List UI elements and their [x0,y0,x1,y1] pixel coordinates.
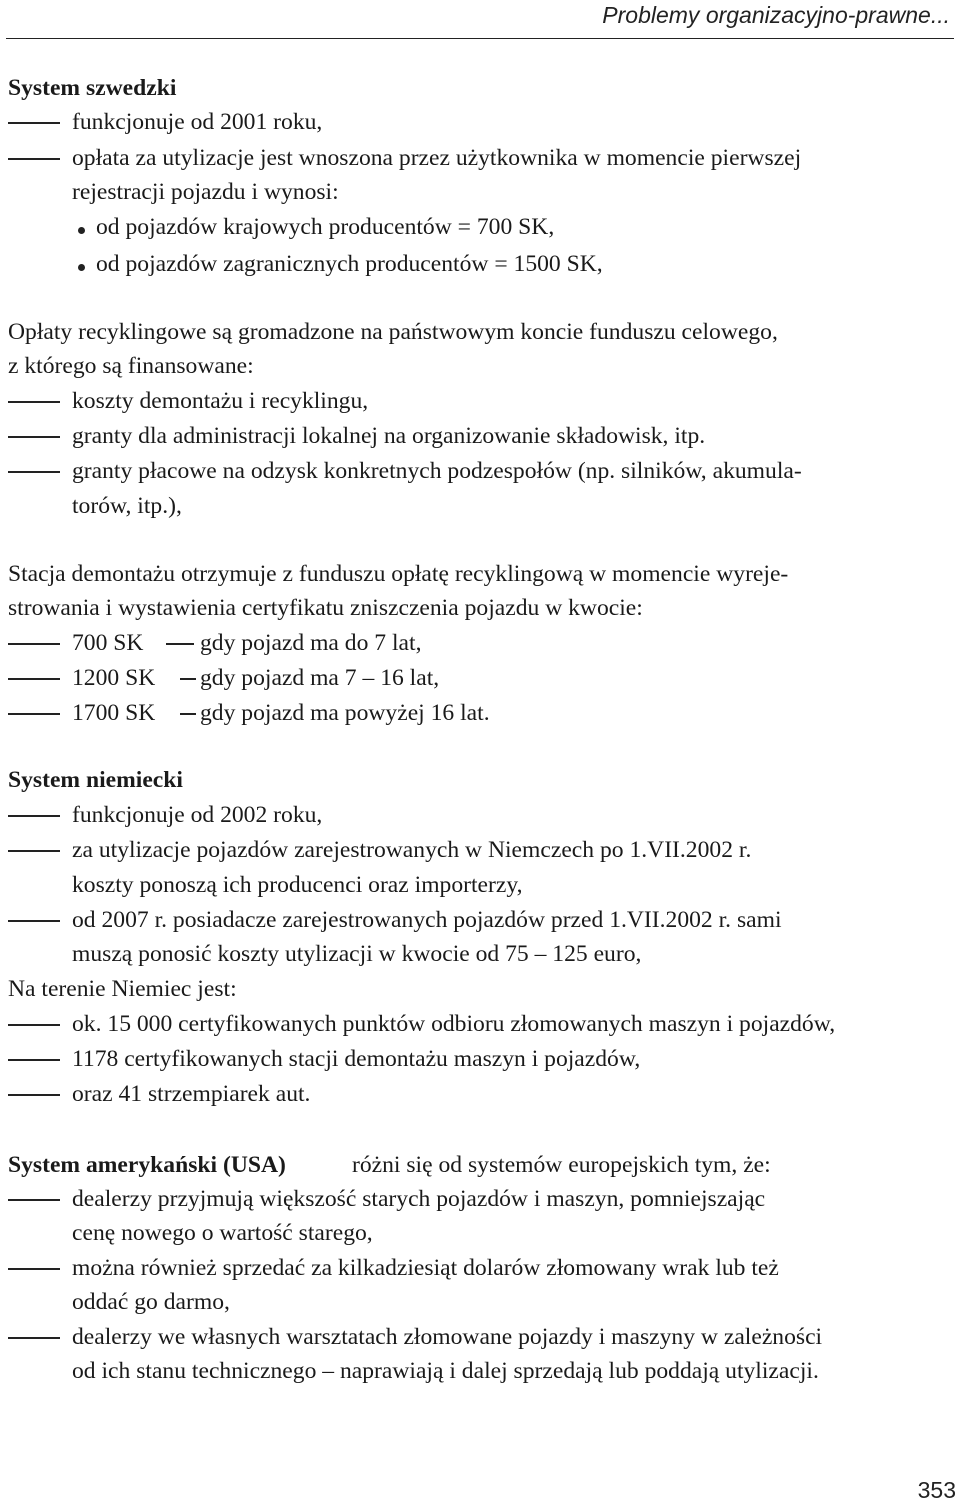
dash-marker [8,471,60,473]
dash-marker [8,678,60,680]
paragraph-line: Stacja demontażu otrzymuje z funduszu opłatę recyklingową w momencie wyreje- [8,561,789,587]
dash-marker [8,436,60,438]
section-heading-usa-line [8,1148,954,1182]
bullet-marker [78,227,85,234]
dash-marker [8,815,60,817]
fee-condition: gdy pojazd ma powyżej 16 lat. [200,700,490,726]
dash-marker [8,1094,60,1096]
page-number: 353 [917,1477,956,1503]
dash-marker [8,1337,60,1339]
dash-marker [8,1199,60,1201]
dash-marker [180,713,196,715]
dash-marker [8,1268,60,1270]
fee-amount: 1200 SK [72,665,156,691]
dash-marker [8,713,60,715]
section-heading-sweden: System szwedzki [8,75,177,101]
paragraph-line: z którego są finansowane: [8,353,254,379]
dash-marker [8,122,60,124]
bullet-marker [78,264,85,271]
dash-marker [8,1059,60,1061]
paragraph-line: strowania i wystawienia certyfikatu zniszczenia pojazdu w kwocie: [8,595,643,621]
fee-amount: 1700 SK [72,700,156,726]
section-heading-germany: System niemiecki [8,767,183,793]
section-intro: różni się od systemów europejskich tym, że: [352,1152,771,1178]
running-header [6,0,954,39]
dash-marker [8,920,60,922]
paragraph-line: Opłaty recyklingowe są gromadzone na państwowym koncie funduszu celowego, [8,319,778,345]
dash-marker [180,678,196,680]
dash-marker [8,643,60,645]
dash-marker [8,1024,60,1026]
dash-marker [166,643,194,645]
section-heading-usa: System amerykański (USA) [8,1152,286,1178]
paragraph-line: Na terenie Niemiec jest: [8,976,237,1002]
header-title: Problemy organizacyjno-prawne... [602,2,950,28]
fee-amount: 700 SK [72,630,144,656]
dash-marker [8,158,60,160]
fee-condition: gdy pojazd ma 7 – 16 lat, [200,665,440,691]
dash-marker [8,850,60,852]
fee-condition: gdy pojazd ma do 7 lat, [200,630,422,656]
dash-marker [8,401,60,403]
